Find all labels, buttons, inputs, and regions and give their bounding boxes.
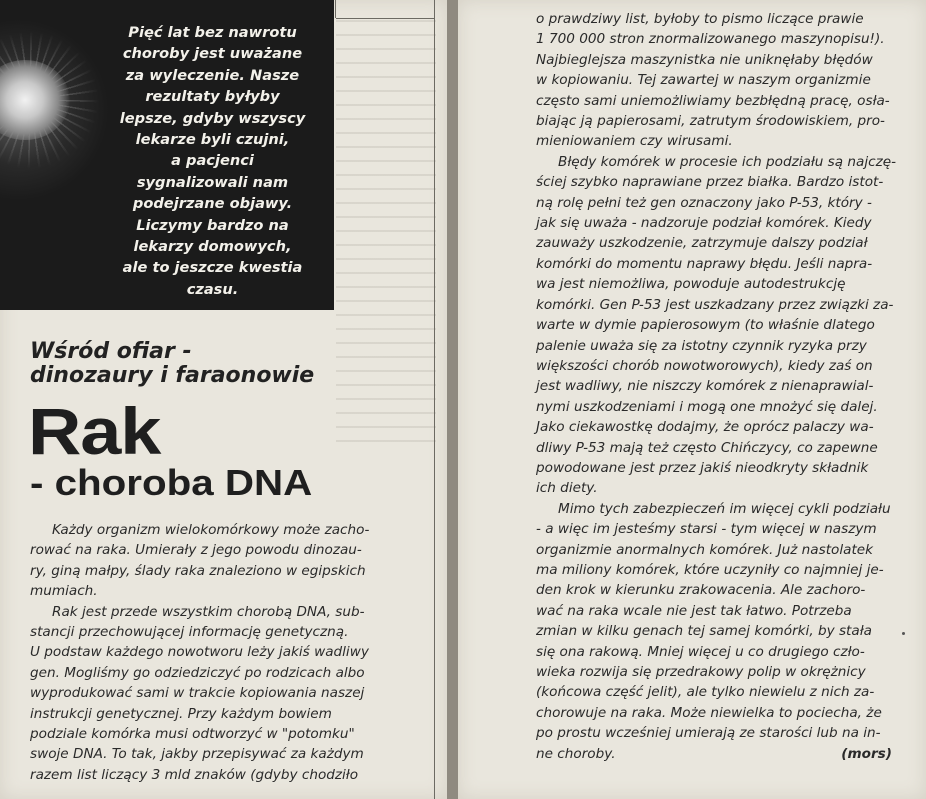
text-line: palenie uważa się za istotny czynnik ryzyka przy [536, 337, 867, 354]
caption-line: sygnalizowali nam [136, 173, 289, 191]
page-gutter [447, 0, 458, 799]
caption-line: podejrzane objawy. [132, 195, 293, 213]
article-title-sub: - choroba DNA [30, 462, 313, 503]
author-signature: (mors) [841, 745, 892, 762]
text-line: Jako ciekawostkę dodajmy, że oprócz palaczy wa- [536, 419, 874, 436]
text-line: U podstaw każdego nowotworu leży jakiś wadliwy [30, 644, 369, 661]
photo-caption [110, 22, 315, 300]
text-line: ne choroby. [536, 745, 616, 762]
text-line: (końcowa część jelit), ale tylko niewielu z nich za- [536, 684, 875, 701]
text-line: 1 700 000 stron znormalizowanego maszynopisu!). [536, 31, 885, 48]
text-line: chorowuje na raka. Może niewielka to pociecha, że [536, 704, 882, 721]
text-line: jest wadliwy, nie niszczy komórek z nienaprawial- [536, 378, 874, 395]
text-line: Rak jest przede wszystkim chorobą DNA, sub- [52, 603, 365, 620]
text-line: ry, giną małpy, ślady raka znaleziono w egipskich [30, 562, 366, 579]
caption-line: choroby jest uważane [122, 45, 303, 63]
text-line: ną rolę pełni też gen oznaczony jako P-53, który - [536, 194, 872, 211]
text-line: jak się uważa - nadzoruje podział komórek. Kiedy [536, 215, 872, 232]
text-line: swoje DNA. To tak, jakby przepisywać za każdym [30, 746, 364, 763]
text-line: ściej szybko naprawiane przez białka. Bardzo istot- [536, 174, 884, 191]
text-line: dliwy P-53 mają też często Chińczycy, co zapewne [536, 439, 878, 456]
last-text-line [536, 744, 896, 764]
text-line: rować na raka. Umierały z jego powodu dinozau- [30, 542, 362, 559]
text-line: den krok w kierunku zrakowacenia. Ale zachoro- [536, 582, 866, 599]
text-line: Błędy komórek w procesie ich podziału są najczę- [558, 153, 897, 170]
text-line: zmian w kilku genach tej samej komórki, by stała [536, 623, 872, 640]
text-line: nymi uszkodzeniami i mogą one mnożyć się dalej. [536, 398, 878, 415]
faded-background-text [336, 20, 436, 450]
text-line: Każdy organizm wielokomórkowy może zacho- [52, 522, 370, 538]
text-line: gen. Mogliśmy go odziedziczyć po rodzicach albo [30, 664, 365, 681]
left-page [0, 0, 447, 799]
text-line: często sami uniemożliwiamy bezbłędną pracę, osła- [536, 92, 890, 109]
divider [335, 0, 336, 18]
caption-line: rezultaty byłyby [145, 88, 280, 106]
text-line: większości chorób nowotworowych), kiedy zaś on [536, 357, 873, 374]
text-line: wieka rozwija się przedrakowy polip w okrężnicy [536, 664, 866, 680]
caption-line: czasu. [186, 280, 239, 298]
right-column-text [536, 9, 896, 764]
text-line: razem list liczący 3 mld znaków (gdyby chodziło [30, 766, 359, 783]
text-line: się ona rakową. Mniej więcej u co drugiego czło- [536, 643, 865, 660]
caption-line: Liczymy bardzo na [136, 216, 289, 234]
text-line: wa jest niemożliwa, powoduje autodestrukcję [536, 276, 846, 293]
subtitle-line: Wśród ofiar - [30, 339, 192, 364]
article-title: Rak [28, 394, 161, 468]
text-line: o prawdziwy list, byłoby to pismo liczące prawie [536, 11, 864, 27]
left-column-text [30, 520, 390, 785]
text-line: Mimo tych zabezpieczeń im więcej cykli podziału [558, 500, 891, 517]
text-line: warte w dymie papierosowym (to właśnie dlatego [536, 317, 875, 334]
text-line: po prostu wcześniej umierają ze starości lub na in- [536, 725, 881, 742]
caption-line: lepsze, gdyby wszyscy [119, 109, 306, 127]
article-subtitle [30, 340, 330, 388]
caption-line: a pacjenci [171, 152, 254, 170]
text-line: Najbieglejsza maszynistka nie uniknęłaby błędów [536, 51, 873, 68]
caption-line: za wyleczenie. Nasze [125, 66, 300, 84]
text-line: powodowane jest przez jakiś nieodkryty składnik [536, 459, 869, 476]
text-line: mieniowaniem czy wirusami. [536, 133, 733, 150]
subtitle-line: dinozaury i faraonowie [30, 363, 315, 388]
print-mark [902, 632, 905, 635]
caption-line: Pięć lat bez nawrotu [128, 24, 297, 41]
divider [336, 18, 434, 19]
text-line: podziale komórka musi odtworzyć w "potomku" [30, 726, 355, 743]
cell-photo [0, 0, 334, 310]
caption-line: lekarzy domowych, [133, 238, 292, 256]
column-divider [434, 0, 435, 799]
text-line: komórki do momentu naprawy błędu. Jeśli napra- [536, 255, 873, 272]
text-line: stancji przechowującej informację genetyczną. [30, 624, 349, 641]
text-line: w kopiowaniu. Tej zawartej w naszym organizmie [536, 72, 871, 89]
text-line: wyprodukować sami w trakcie kopiowania naszej [30, 685, 365, 702]
text-line: ich diety. [536, 480, 598, 497]
text-line: wać na raka wcale nie jest tak łatwo. Potrzeba [536, 602, 852, 619]
text-line: komórki. Gen P-53 jest uszkadzany przez związki za- [536, 296, 894, 313]
text-line: biając ją papierosami, zatrutym środowiskiem, pro- [536, 113, 885, 130]
text-line: instrukcji genetycznej. Przy każdym bowiem [30, 705, 332, 722]
text-line: ma miliony komórek, które uczyniły co najmniej je- [536, 561, 884, 578]
caption-line: lekarze byli czujni, [135, 131, 290, 149]
text-line: zauważy uszkodzenie, zatrzymuje dalszy podział [536, 235, 868, 252]
text-line: organizmie anormalnych komórek. Już nastolatek [536, 541, 874, 558]
text-line: mumiach. [30, 583, 98, 600]
text-line: - a więc im jesteśmy starsi - tym więcej w naszym [536, 521, 877, 538]
caption-line: ale to jeszcze kwestia [122, 259, 303, 277]
